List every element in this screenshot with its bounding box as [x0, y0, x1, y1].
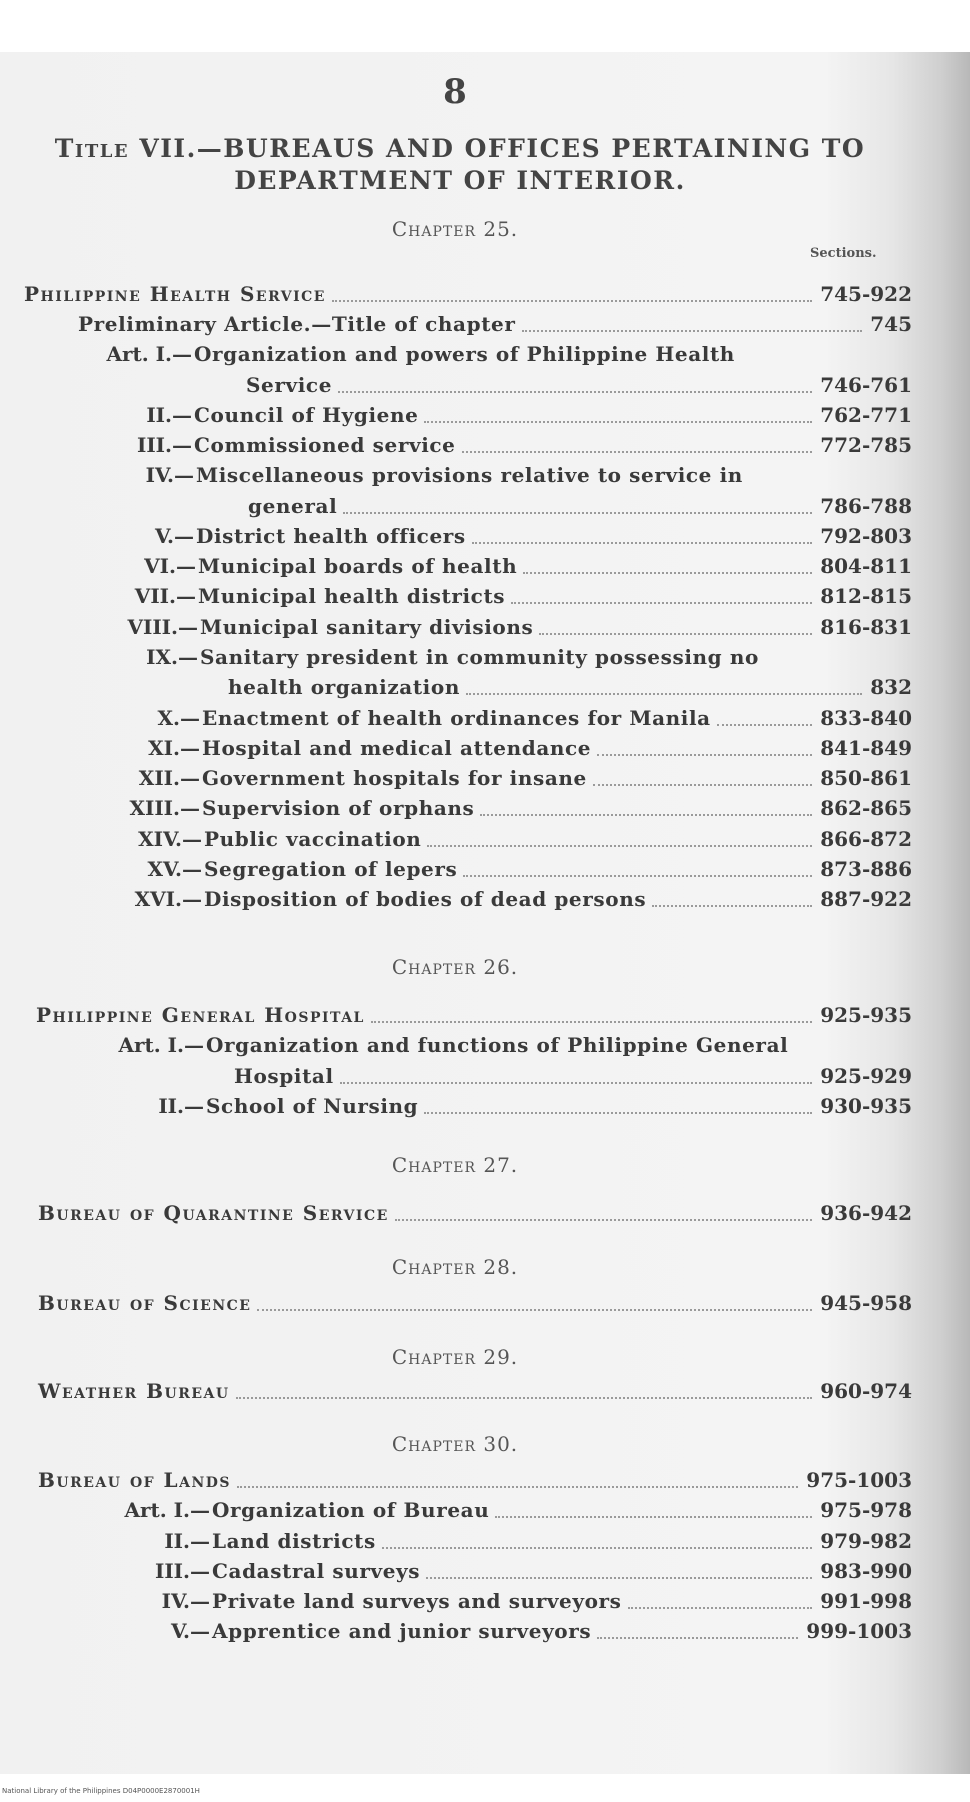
section-range: 999-1003: [806, 1619, 912, 1643]
dot-leader: [472, 542, 812, 544]
entry-title: Organization of Bureau: [212, 1498, 490, 1522]
toc-entry: [0, 886, 912, 912]
toc-entry: [0, 644, 912, 670]
toc-entry: [0, 1618, 912, 1644]
entry-title: Hospital and medical attendance: [202, 736, 592, 760]
article-number: III.—: [136, 433, 192, 457]
chapter-heading: Chapter 27.: [391, 1153, 519, 1177]
dot-leader: [340, 1082, 812, 1084]
chapter-heading: Chapter 28.: [391, 1255, 519, 1279]
entry-title: Bureau of Science: [38, 1291, 252, 1315]
entry-title: Disposition of bodies of dead persons: [204, 887, 647, 911]
section-range: 792-803: [820, 524, 912, 548]
title-line-1: [40, 133, 880, 165]
toc-entry: [0, 765, 912, 791]
dot-leader: [427, 845, 812, 847]
toc-entry: [0, 735, 912, 761]
section-range: 975-1003: [806, 1468, 912, 1492]
entry-title: Private land surveys and surveyors: [212, 1589, 622, 1613]
entry-title: District health officers: [196, 524, 466, 548]
toc-entry: [0, 311, 912, 337]
section-range: 772-785: [820, 433, 912, 457]
article-number: IV.—: [145, 463, 194, 487]
article-number: II.—: [158, 1094, 204, 1118]
article-number: III.—: [154, 1559, 210, 1583]
section-range: 745-922: [820, 282, 912, 306]
dot-leader: [593, 784, 812, 786]
title-line-2: DEPARTMENT OF INTERIOR.: [234, 166, 686, 195]
entry-title: Municipal sanitary divisions: [200, 615, 534, 639]
article-number: XI.—: [148, 736, 200, 760]
dot-leader: [480, 814, 812, 816]
toc-entry: [0, 1032, 912, 1058]
toc-entry: [0, 856, 912, 882]
dot-leader: [338, 391, 812, 393]
section-range: 746-761: [820, 373, 912, 397]
page-title: [40, 133, 880, 197]
section-range: 841-849: [820, 736, 912, 760]
entry-title: Bureau of Lands: [38, 1468, 232, 1492]
toc-entry: [0, 1290, 912, 1316]
entry-title: Supervision of orphans: [202, 796, 475, 820]
entry-title: Bureau of Quarantine Service: [38, 1201, 389, 1225]
article-number: X.—: [157, 706, 200, 730]
toc-entry: [0, 1200, 912, 1226]
scan-top-margin: [0, 0, 970, 52]
section-range: 812-815: [820, 584, 912, 608]
toc-entry: [0, 826, 912, 852]
entry-title: Commissioned service: [194, 433, 456, 457]
dot-leader: [597, 1637, 798, 1639]
title-line-1-text: VII.—BUREAUS AND OFFICES PERTAINING TO: [139, 134, 866, 163]
article-number: XIII.—: [129, 796, 200, 820]
section-range: 925-935: [820, 1003, 912, 1027]
section-range: 866-872: [820, 827, 912, 851]
article-number: VIII.—: [127, 615, 198, 639]
section-range: 804-811: [820, 554, 912, 578]
toc-entry: [0, 281, 912, 307]
chapter-heading: Chapter 30.: [391, 1432, 519, 1456]
dot-leader: [539, 633, 812, 635]
article-number: II.—: [164, 1529, 210, 1553]
dot-leader: [652, 905, 812, 907]
section-range: 873-886: [820, 857, 912, 881]
entry-title: Segregation of lepers: [204, 857, 458, 881]
entry-title: Philippine Health Service: [24, 282, 326, 306]
section-range: 833-840: [820, 706, 912, 730]
entry-title: Government hospitals for insane: [202, 766, 587, 790]
section-range: 887-922: [820, 887, 912, 911]
dot-leader: [466, 693, 862, 695]
dot-leader: [382, 1547, 812, 1549]
dot-leader: [426, 1577, 812, 1579]
toc-entry: [0, 1558, 912, 1584]
dot-leader: [463, 875, 812, 877]
entry-title: Sanitary president in community possessing no: [200, 645, 759, 669]
section-range: 945-958: [820, 1291, 912, 1315]
toc-entry: [0, 674, 912, 700]
toc-entry: [0, 1588, 912, 1614]
toc-entry: [0, 402, 912, 428]
section-range: 983-990: [820, 1559, 912, 1583]
entry-title: School of Nursing: [206, 1094, 419, 1118]
entry-title: Preliminary Article.—Title of chapter: [78, 312, 516, 336]
section-range: 930-935: [820, 1094, 912, 1118]
toc-entry: [0, 372, 912, 398]
entry-title: Public vaccination: [204, 827, 422, 851]
entry-title: Municipal boards of health: [198, 554, 518, 578]
chapter-heading: Chapter 26.: [391, 955, 519, 979]
entry-title: general: [248, 494, 338, 518]
article-number: II.—: [146, 403, 192, 427]
dot-leader: [523, 572, 812, 574]
section-range: 936-942: [820, 1201, 912, 1225]
toc-entry: [0, 1002, 912, 1028]
toc-entry: [0, 583, 912, 609]
dot-leader: [371, 1021, 812, 1023]
entry-title: Municipal health districts: [198, 584, 506, 608]
sections-column-label: Sections.: [810, 246, 877, 261]
article-number: IV.—: [161, 1589, 210, 1613]
entry-title: Organization and powers of Philippine Health: [194, 342, 735, 366]
dot-leader: [236, 1397, 812, 1399]
dot-leader: [237, 1486, 798, 1488]
section-range: 925-929: [820, 1064, 912, 1088]
entry-title: Philippine General Hospital: [36, 1003, 365, 1027]
section-range: 832: [870, 675, 912, 699]
article-number: VI.—: [144, 554, 196, 578]
section-range: 786-788: [820, 494, 912, 518]
dot-leader: [522, 330, 862, 332]
article-number: Art. I.—: [106, 342, 192, 366]
entry-title: Organization and functions of Philippine General: [206, 1033, 789, 1057]
toc-entry: [0, 795, 912, 821]
toc-entry: [0, 1497, 912, 1523]
section-range: 979-982: [820, 1529, 912, 1553]
article-number: XII.—: [138, 766, 200, 790]
toc-entry: [0, 1467, 912, 1493]
dot-leader: [424, 1112, 812, 1114]
toc-entry: [0, 523, 912, 549]
section-range: 991-998: [820, 1589, 912, 1613]
toc-entry: [0, 462, 912, 488]
section-range: 850-861: [820, 766, 912, 790]
dot-leader: [717, 724, 812, 726]
dot-leader: [395, 1219, 812, 1221]
dot-leader: [511, 602, 812, 604]
dot-leader: [628, 1607, 812, 1609]
page-number: 8: [443, 72, 467, 112]
article-number: XVI.—: [134, 887, 202, 911]
section-range: 816-831: [820, 615, 912, 639]
section-range: 745: [870, 312, 912, 336]
toc-entry: [0, 705, 912, 731]
entry-title: Apprentice and junior surveyors: [212, 1619, 592, 1643]
toc-entry: [0, 553, 912, 579]
toc-entry: [0, 1378, 912, 1404]
article-number: IX.—: [146, 645, 198, 669]
section-range: 862-865: [820, 796, 912, 820]
chapter-heading: Chapter 25.: [391, 217, 519, 241]
article-number: XV.—: [147, 857, 202, 881]
entry-title: Miscellaneous provisions relative to service in: [196, 463, 743, 487]
article-number: V.—: [155, 524, 194, 548]
dot-leader: [462, 451, 812, 453]
entry-title: Council of Hygiene: [194, 403, 419, 427]
entry-title: Service: [246, 373, 333, 397]
entry-title: Land districts: [212, 1529, 376, 1553]
scan-footer-credit: National Library of the Philippines D04P0000E2870001H: [2, 1787, 200, 1795]
entry-title: health organization: [228, 675, 460, 699]
section-range: 975-978: [820, 1498, 912, 1522]
chapter-heading: Chapter 29.: [391, 1345, 519, 1369]
section-range: 762-771: [820, 403, 912, 427]
dot-leader: [343, 512, 812, 514]
dot-leader: [495, 1516, 812, 1518]
entry-title: Cadastral surveys: [212, 1559, 421, 1583]
dot-leader: [332, 300, 812, 302]
section-range: 960-974: [820, 1379, 912, 1403]
title-prefix: Title: [54, 134, 130, 163]
entry-title: Weather Bureau: [38, 1379, 230, 1403]
toc-entry: [0, 1063, 912, 1089]
dot-leader: [257, 1309, 812, 1311]
article-number: Art. I.—: [118, 1033, 204, 1057]
entry-title: Hospital: [234, 1064, 334, 1088]
dot-leader: [424, 421, 812, 423]
article-number: Art. I.—: [124, 1498, 210, 1522]
toc-entry: [0, 493, 912, 519]
dot-leader: [597, 754, 812, 756]
article-number: XIV.—: [138, 827, 202, 851]
entry-title: Enactment of health ordinances for Manila: [202, 706, 711, 730]
toc-entry: [0, 614, 912, 640]
toc-entry: [0, 341, 912, 367]
toc-entry: [0, 432, 912, 458]
article-number: VII.—: [134, 584, 196, 608]
article-number: V.—: [171, 1619, 210, 1643]
toc-entry: [0, 1093, 912, 1119]
toc-entry: [0, 1528, 912, 1554]
